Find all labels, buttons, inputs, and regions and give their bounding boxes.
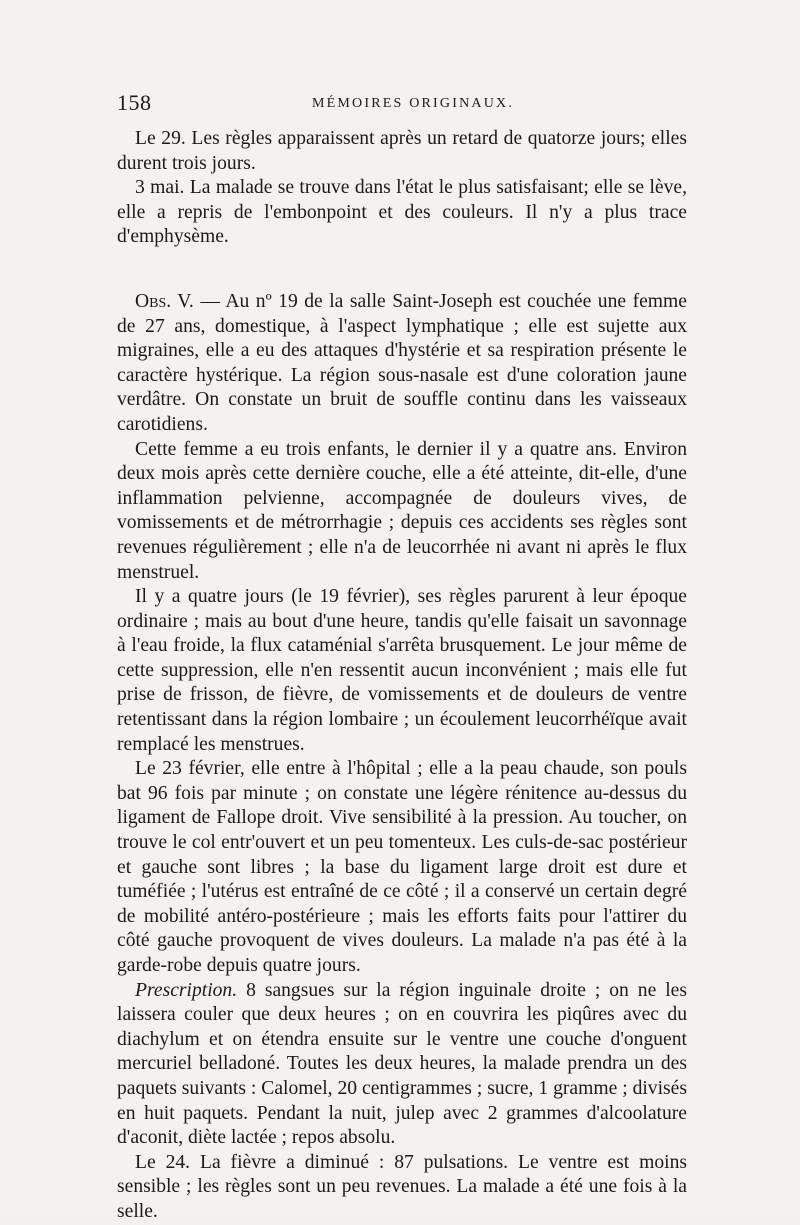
running-title: MÉMOIRES ORIGINAUX.	[312, 96, 515, 111]
paragraph-prescription	[117, 979, 687, 1151]
paragraph-8: Le 24. La fièvre a diminué : 87 pulsations. Le ventre est moins sensible ; les règles sont un peu revenues. La malade a été une fois à la selle.	[117, 1151, 687, 1222]
paragraph-4: Cette femme a eu trois enfants, le dernier il y a quatre ans. Environ deux mois après cette dernière couche, elle a été atteinte, dit-elle, d'une inflammation pelvienne, accompagnée de douleurs vives, de vomissements et de métrorrhagie ; depuis ces accidents ses règles sont revenues régulièrement ; elle n'a de leucorrhée ni avant ni après le flux menstruel.	[117, 438, 687, 583]
paragraph-6: Le 23 février, elle entre à l'hôpital ; elle a la peau chaude, son pouls bat 96 fois par minute ; on constate une légère rénitence au-dessus du ligament de Fallope droit. Vive sensibilité à la pression. Au toucher, on trouve le col entr'ouvert et un peu tomenteux. Les culs-de-sac postérieur et gauche sont libres ; la base du ligament large droit est dure et tuméfiée ; l'utérus est entraîné de ce côté ; il a conservé un certain degré de mobilité antéro-postérieure ; mais les efforts faits pour l'attirer du côté gauche provoquent de vives douleurs. La malade n'a pas été à la garde-robe depuis quatre jours.	[117, 758, 687, 976]
prescription-heading: Prescription.	[135, 979, 238, 1001]
paragraph-5: Il y a quatre jours (le 19 février), ses règles parurent à leur époque ordinaire ; mais au bout d'une heure, tandis qu'elle faisait un savonnage à l'eau froide, la flux cataménial s'arrêta brusquement. Le jour même de cette suppression, elle n'en ressentit aucun inconvénient ; mais elle fut prise de frisson, de fièvre, de vomissements et de douleurs de ventre retentissant dans la région lombaire ; un écoulement leucorrhéïque avait remplacé les menstrues.	[117, 586, 687, 755]
section-gap	[117, 250, 687, 290]
body-text	[117, 127, 687, 1225]
paragraph-2: 3 mai. La malade se trouve dans l'état le plus satisfaisant; elle se lève, elle a repris de l'embonpoint et des couleurs. Il n'y a plus trace d'emphysème.	[117, 177, 687, 248]
prescription-text: 8 sangsues sur la région inguinale droite ; on ne les laissera couler que deux heures ; on en couvrira les piqûres avec du diachylum et on étendra ensuite sur le ventre une couche d'onguent mercuriel belladoné. Toutes les deux heures, la malade prendra un des paquets suivants : Calomel, 20 centigrammes ; sucre, 1 gramme ; divisés en huit paquets. Pendant la nuit, julep avec 2 grammes d'alcoolature d'aconit, diète lactée ; repos absolu.	[117, 979, 687, 1149]
page-header	[117, 90, 687, 120]
observation-heading: Obs. V.	[135, 290, 194, 312]
page-number: 158	[117, 90, 152, 115]
paragraph-observation-v	[117, 290, 687, 438]
observation-text: — Au nº 19 de la salle Saint-Joseph est couchée une femme de 27 ans, domestique, à l'aspect lymphatique ; elle est sujette aux migraines, elle a eu des attaques d'hystérie et sa respiration présente le caractère hystérique. La région sous-nasale est d'une coloration jaune verdâtre. On constate un bruit de souffle continu dans les vaisseaux carotidiens.	[117, 290, 687, 435]
paragraph-1: Le 29. Les règles apparaissent après un retard de quatorze jours; elles durent trois jours.	[117, 128, 687, 174]
